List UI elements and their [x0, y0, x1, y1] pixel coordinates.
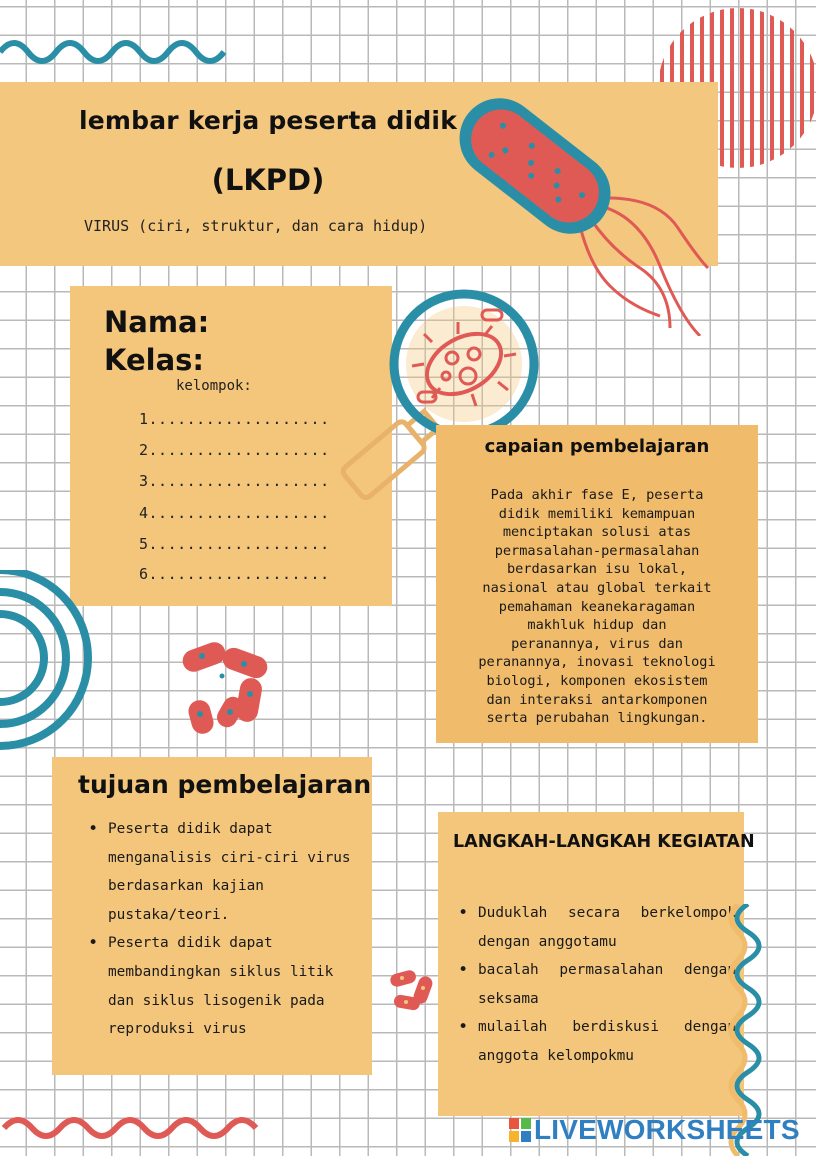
outcome-line: dan interaksi antarkomponen — [486, 691, 708, 708]
group-member-row[interactable]: 1................... — [139, 410, 330, 428]
activity-steps-list — [478, 899, 736, 1071]
group-label: kelompok: — [176, 378, 252, 394]
objective-item: • Peserta didik dapat membandingkan siklus litik dan siklus lisogenik pada reproduksi virus — [108, 929, 358, 1043]
step-item: • Duduklah secara berkelompok dengan anggotamu — [478, 899, 736, 956]
outcome-line: Pada akhir fase E, peserta — [490, 487, 704, 503]
group-member-row[interactable]: 4................... — [139, 504, 330, 522]
outcome-line: permasalahan-permasalahan — [494, 542, 700, 559]
outcome-line: berdasarkan isu lokal, — [506, 561, 688, 578]
bottom-wave-decoration — [0, 1108, 270, 1148]
step-item: • mulailah berdiskusi dengan anggota kelompokmu — [478, 1013, 736, 1070]
step-item: • bacalah permasalahan dengan seksama — [478, 956, 736, 1013]
group-member-row[interactable]: 5................... — [139, 535, 330, 553]
outcome-line: biologi, komponen ekosistem — [486, 672, 708, 689]
learning-outcome-title: capaian pembelajaran — [484, 436, 710, 457]
outcome-line: didik memiliki kemampuan — [498, 505, 696, 522]
worksheet-subtitle: VIRUS (ciri, struktur, dan cara hidup) — [84, 217, 428, 235]
group-member-row[interactable]: 2................... — [139, 441, 330, 459]
class-label: Kelas: — [104, 343, 204, 377]
activity-steps-title: LANGKAH-LANGKAH KEGIATAN — [453, 832, 755, 852]
outcome-line: nasional atau global terkait — [482, 579, 712, 596]
outcome-line: peranannya, inovasi teknologi — [478, 654, 716, 671]
learning-objective-list — [108, 815, 358, 1044]
group-member-row[interactable]: 6................... — [139, 565, 330, 583]
learning-objective-title: tujuan pembelajaran — [78, 770, 372, 799]
small-bacilli-illustration — [386, 966, 446, 1022]
outcome-line: pemahaman keanekaragaman — [498, 598, 696, 615]
liveworksheets-brand[interactable]: LIVEWORKSHEETS — [534, 1114, 800, 1145]
outcome-line: makhluk hidup dan — [527, 617, 667, 634]
learning-outcome-text — [468, 486, 726, 728]
worksheet-title: lembar kerja peserta didik — [78, 106, 458, 135]
concentric-circles-decoration — [0, 570, 100, 750]
objective-item: • Peserta didik dapat menganalisis ciri-ciri virus berdasarkan kajian pustaka/teori. — [108, 815, 358, 929]
bacilli-cluster-illustration — [176, 630, 286, 740]
outcome-line: peranannya, virus dan — [511, 635, 683, 652]
top-wave-decoration — [0, 30, 240, 74]
worksheet-code: (LKPD) — [211, 163, 325, 197]
outcome-line: menciptakan solusi atas — [502, 524, 692, 541]
name-label: Nama: — [104, 305, 210, 339]
group-member-row[interactable]: 3................... — [139, 472, 330, 490]
outcome-line: serta perubahan lingkungan. — [486, 710, 708, 727]
liveworksheets-logo — [509, 1118, 531, 1142]
